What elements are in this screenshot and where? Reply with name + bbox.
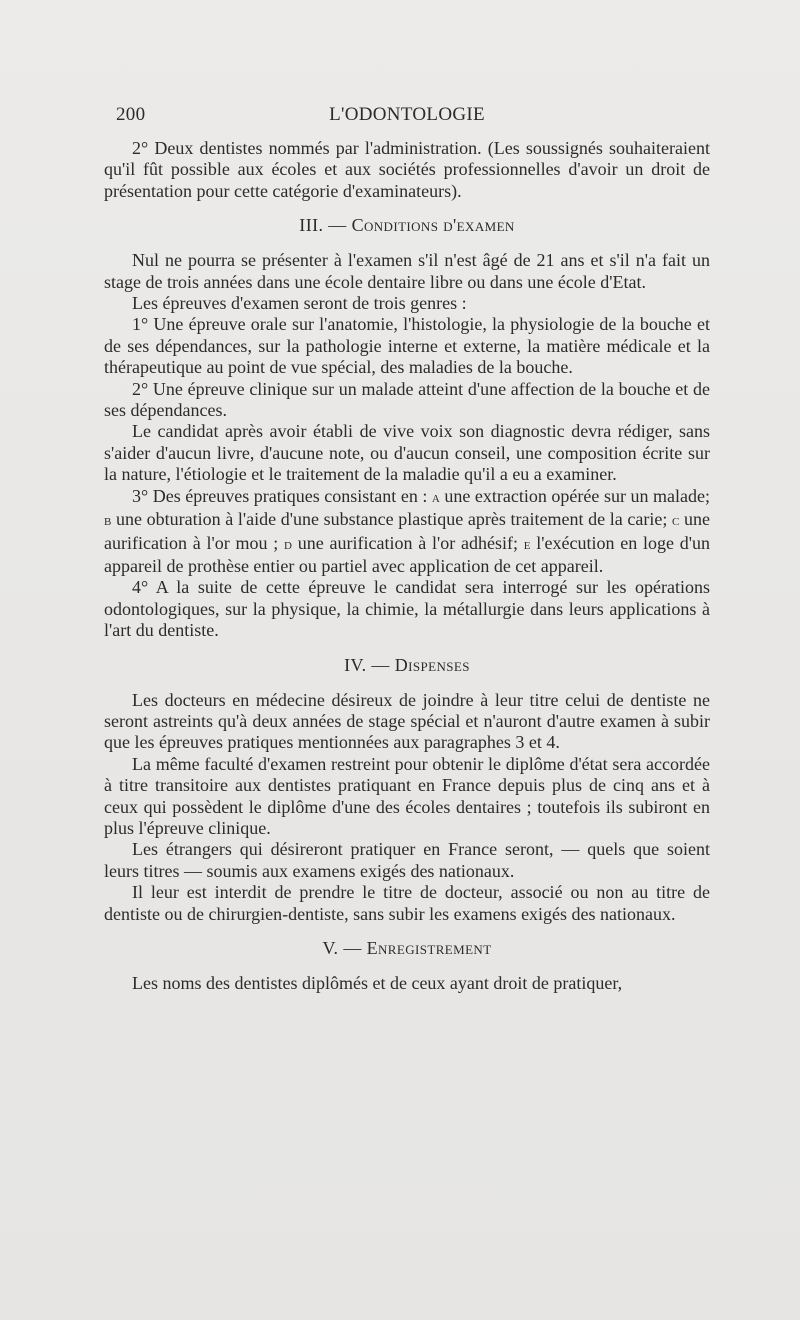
- running-head: [104, 104, 710, 138]
- item-letter-c: c: [672, 513, 680, 530]
- section-heading-conditions: III. — Conditions d'examen: [299, 215, 515, 236]
- section-heading-registration: V. — Enregistrement: [322, 938, 492, 958]
- page-number: 200: [116, 104, 146, 125]
- paragraph-age-requirement: Nul ne pourra se présenter à l'examen s'il n'est âgé de 21 ans et s'il n'a fait un stage de trois années dans une école dentaire libre ou dans une école d'Etat.: [104, 250, 710, 292]
- paragraph-practical-exams: [104, 486, 710, 578]
- paragraph-doctors: Les docteurs en médecine désireux de joindre à leur titre celui de dentiste ne seront astreints qu'à deux années de stage spécial et n'auront d'autre examen à subir que les épreuves pratiques mentionnées aux paragraphes 3 et 4.: [104, 689, 710, 753]
- practical-text-1: 3° Des épreuves pratiques consistant en :: [132, 485, 432, 506]
- practical-text-4: une aurification à l'or mou ;: [104, 509, 710, 553]
- paragraph-examiners: 2° Deux dentistes nommés par l'administration. (Les soussignés souhaiteraient qu'il fût possible aux écoles et aux sociétés professionnelles d'avoir un droit de présentation pour cette catégorie d'examinateurs).: [104, 138, 710, 201]
- paragraph-exam-kinds: Les épreuves d'examen seront de trois genres :: [132, 293, 467, 314]
- practical-text-5: une aurification à l'or adhésif;: [291, 532, 524, 553]
- section-heading-dispenses: IV. — Dispenses: [344, 654, 470, 675]
- paragraph-oral-exam: 1° Une épreuve orale sur l'anatomie, l'histologie, la physiologie de la bouche et de ses dépendances, sur la pathologie interne et externe, la matière médicale et la thérapeutique au point de vue spécial, des maladies de la bouche.: [104, 314, 710, 378]
- practical-text-2: une extraction opérée sur un malade;: [439, 485, 710, 506]
- item-letter-d: d: [284, 536, 292, 553]
- paragraph-registration: Les noms des dentistes diplômés et de ceux ayant droit de pratiquer,: [132, 973, 623, 993]
- practical-text-6: l'exécution en loge d'un appareil de prothèse entier ou partiel avec application de cet appareil.: [104, 532, 710, 576]
- item-letter-a: a: [431, 489, 440, 506]
- journal-title: L'ODONTOLOGIE: [329, 104, 485, 125]
- item-letter-b: b: [104, 513, 112, 530]
- paragraph-oral-interrogation: 4° A la suite de cette épreuve le candidat sera interrogé sur les opérations odontologiques, sur la physique, la chimie, la métallurgie dans leurs applications à l'art du dentiste.: [104, 577, 710, 641]
- item-letter-e: e: [523, 536, 531, 553]
- paragraph-written-composition: Le candidat après avoir établi de vive voix son diagnostic devra rédiger, sans s'aider d'aucun livre, d'aucune note, ou d'aucun conseil, une composition écrite sur la nature, l'étiologie et le traitement de la maladie qu'il a eu a examiner.: [104, 421, 710, 485]
- paragraph-foreigners: Les étrangers qui désireront pratiquer en France seront, — quels que soient leurs titres — soumis aux examens exigés des nationaux.: [104, 839, 710, 881]
- paragraph-doctor-title: Il leur est interdit de prendre le titre de docteur, associé ou non au titre de dentiste ou de chirurgien-dentiste, sans subir les examens exigés des nationaux.: [104, 882, 710, 924]
- practical-text-3: une obturation à l'aide d'une substance plastique après traitement de la carie;: [111, 509, 673, 530]
- paragraph-clinical-exam: 2° Une épreuve clinique sur un malade atteint d'une affection de la bouche et de ses dépendances.: [104, 378, 710, 421]
- paragraph-transitional: La même faculté d'examen restreint pour obtenir le diplôme d'état sera accordée à titre transitoire aux dentistes pratiquant en France depuis plus de cinq ans et à ceux qui possèdent le diplôme d'une des écoles dentaires ; toutefois ils subiront en plus l'épreuve clinique.: [104, 753, 710, 838]
- text-block: [104, 104, 710, 994]
